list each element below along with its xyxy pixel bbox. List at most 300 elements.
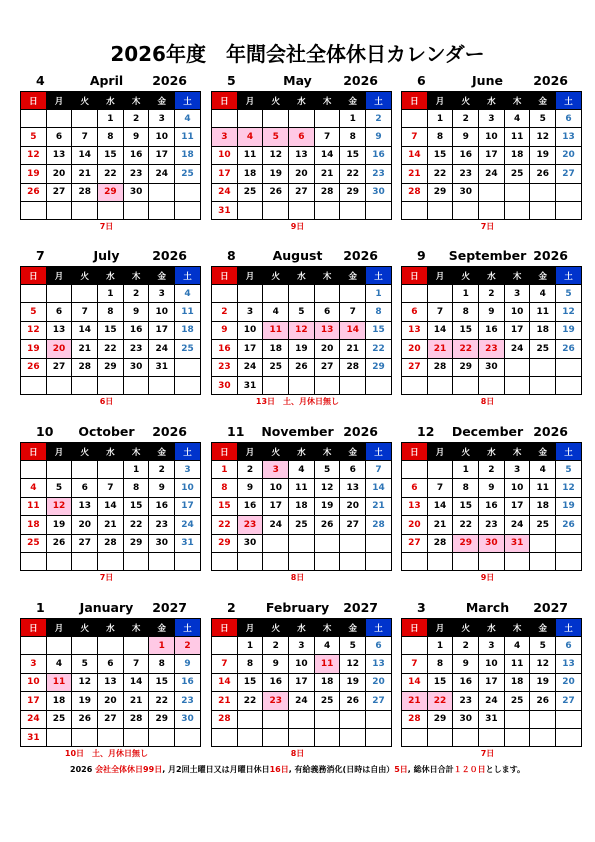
day-cell: 25 — [46, 710, 72, 728]
day-cell: 30 — [453, 183, 479, 201]
day-cell — [556, 358, 582, 376]
day-cell: 1 — [427, 110, 453, 128]
day-cell: 3 — [289, 637, 315, 655]
day-cell: 14 — [314, 146, 340, 164]
weekday-header: 金 — [530, 267, 556, 285]
week-row — [212, 728, 392, 746]
day-cell — [504, 201, 530, 219]
day-cell: 4 — [504, 110, 530, 128]
day-cell: 19 — [556, 321, 582, 339]
weekday-header: 日 — [212, 92, 238, 110]
day-cell: 24 — [212, 183, 238, 201]
month-table — [211, 91, 392, 220]
day-cell: 5 — [289, 303, 315, 321]
day-cell — [46, 461, 72, 479]
day-cell: 6 — [556, 637, 582, 655]
day-cell: 13 — [340, 479, 366, 497]
weekday-header: 金 — [340, 267, 366, 285]
weekday-header: 月 — [237, 267, 263, 285]
day-cell: 28 — [314, 183, 340, 201]
day-cell: 3 — [479, 110, 505, 128]
week-row — [212, 376, 392, 394]
day-cell — [340, 376, 366, 394]
week-row — [402, 285, 582, 303]
week-row — [21, 358, 201, 376]
day-cell: 22 — [212, 516, 238, 534]
day-cell: 26 — [530, 165, 556, 183]
day-cell — [149, 183, 175, 201]
month-table — [20, 618, 201, 747]
weekday-header: 金 — [530, 443, 556, 461]
day-cell: 29 — [427, 710, 453, 728]
month-calendar-november — [211, 424, 384, 585]
day-cell — [98, 376, 124, 394]
month-header — [401, 600, 574, 618]
day-cell: 22 — [98, 340, 124, 358]
day-cell: 1 — [98, 285, 124, 303]
day-cell: 8 — [427, 128, 453, 146]
weekday-header: 月 — [427, 619, 453, 637]
footer-saturday-days: 16日 — [269, 765, 289, 774]
day-cell — [530, 358, 556, 376]
day-cell — [427, 728, 453, 746]
day-cell: 3 — [149, 285, 175, 303]
weekday-header: 月 — [46, 619, 72, 637]
day-cell: 2 — [263, 637, 289, 655]
day-cell: 10 — [175, 479, 201, 497]
page-title: 2026年度 年間会社全体休日カレンダー — [110, 42, 485, 66]
weekday-header: 月 — [237, 92, 263, 110]
month-calendar-august — [211, 248, 384, 409]
weekday-header: 土 — [366, 92, 392, 110]
day-cell: 22 — [123, 516, 149, 534]
footer-year: 2026 — [70, 765, 96, 774]
day-cell: 2 — [175, 637, 201, 655]
day-cell: 26 — [21, 183, 47, 201]
day-cell: 9 — [149, 479, 175, 497]
day-cell: 25 — [504, 165, 530, 183]
weekday-header: 火 — [263, 267, 289, 285]
day-cell: 20 — [340, 497, 366, 515]
day-cell — [21, 461, 47, 479]
day-cell — [21, 552, 47, 570]
day-cell: 19 — [340, 673, 366, 691]
day-cell: 14 — [340, 321, 366, 339]
month-name: August — [272, 248, 323, 263]
day-cell: 27 — [366, 692, 392, 710]
month-number: 10 — [36, 424, 54, 439]
day-cell — [479, 376, 505, 394]
week-row — [212, 340, 392, 358]
day-cell: 3 — [149, 110, 175, 128]
week-row — [402, 497, 582, 515]
day-cell: 27 — [289, 183, 315, 201]
day-cell: 28 — [123, 710, 149, 728]
day-cell: 2 — [479, 461, 505, 479]
day-cell — [530, 710, 556, 728]
month-number: 5 — [227, 73, 236, 88]
month-header — [20, 73, 193, 91]
week-row — [402, 201, 582, 219]
day-cell: 6 — [72, 479, 98, 497]
day-cell: 15 — [427, 146, 453, 164]
weekday-header: 水 — [289, 443, 315, 461]
week-row — [402, 376, 582, 394]
week-row — [402, 303, 582, 321]
day-cell: 30 — [237, 534, 263, 552]
day-cell: 28 — [72, 358, 98, 376]
day-cell: 18 — [504, 146, 530, 164]
weekday-header: 木 — [123, 619, 149, 637]
day-cell — [366, 728, 392, 746]
day-cell: 21 — [366, 497, 392, 515]
month-table — [20, 266, 201, 395]
day-cell: 14 — [427, 321, 453, 339]
day-cell: 11 — [175, 303, 201, 321]
day-cell: 29 — [98, 358, 124, 376]
week-row — [402, 637, 582, 655]
day-cell: 27 — [72, 534, 98, 552]
weekday-header: 金 — [340, 443, 366, 461]
week-row — [212, 128, 392, 146]
month-holiday-count: 7日 — [480, 749, 495, 759]
day-cell: 1 — [212, 461, 238, 479]
day-cell: 20 — [289, 165, 315, 183]
weekday-header: 月 — [46, 267, 72, 285]
day-cell: 13 — [314, 321, 340, 339]
month-year: 2027 — [152, 600, 187, 615]
day-cell — [402, 110, 428, 128]
month-number: 4 — [36, 73, 45, 88]
day-cell: 5 — [263, 128, 289, 146]
month-number: 12 — [417, 424, 435, 439]
day-cell: 8 — [237, 655, 263, 673]
day-cell: 19 — [530, 673, 556, 691]
weekday-header: 火 — [263, 92, 289, 110]
weekday-header: 土 — [366, 619, 392, 637]
day-cell: 11 — [314, 655, 340, 673]
day-cell: 24 — [263, 516, 289, 534]
day-cell: 23 — [453, 692, 479, 710]
month-year: 2026 — [152, 73, 187, 88]
day-cell — [123, 201, 149, 219]
weekday-header: 日 — [212, 619, 238, 637]
day-cell: 25 — [175, 340, 201, 358]
weekday-header: 水 — [289, 619, 315, 637]
day-cell — [556, 552, 582, 570]
month-table — [401, 266, 582, 395]
day-cell: 7 — [366, 461, 392, 479]
day-cell — [175, 728, 201, 746]
day-cell: 12 — [340, 655, 366, 673]
day-cell: 20 — [556, 146, 582, 164]
day-cell: 11 — [530, 479, 556, 497]
day-cell — [427, 201, 453, 219]
week-row — [402, 655, 582, 673]
weekday-header: 火 — [453, 443, 479, 461]
day-cell — [556, 376, 582, 394]
day-cell — [149, 376, 175, 394]
week-row — [212, 165, 392, 183]
week-row — [402, 710, 582, 728]
day-cell: 16 — [175, 673, 201, 691]
day-cell: 4 — [175, 110, 201, 128]
month-table — [20, 91, 201, 220]
month-number: 9 — [417, 248, 426, 263]
weekday-header: 金 — [149, 443, 175, 461]
day-cell: 1 — [453, 285, 479, 303]
weekday-header: 火 — [453, 92, 479, 110]
weekday-header: 木 — [314, 92, 340, 110]
week-row — [21, 321, 201, 339]
week-row — [402, 461, 582, 479]
weekday-header: 金 — [149, 267, 175, 285]
day-cell: 17 — [479, 146, 505, 164]
day-cell: 12 — [46, 497, 72, 515]
day-cell: 21 — [72, 340, 98, 358]
day-cell: 9 — [123, 128, 149, 146]
day-cell: 5 — [556, 285, 582, 303]
day-cell — [314, 534, 340, 552]
day-cell — [237, 285, 263, 303]
day-cell — [479, 183, 505, 201]
day-cell: 30 — [123, 358, 149, 376]
day-cell: 16 — [149, 497, 175, 515]
weekday-header: 土 — [175, 92, 201, 110]
day-cell — [366, 552, 392, 570]
day-cell: 13 — [46, 321, 72, 339]
day-cell: 22 — [427, 692, 453, 710]
day-cell: 19 — [21, 165, 47, 183]
day-cell — [314, 728, 340, 746]
month-name: November — [261, 424, 334, 439]
week-row — [21, 479, 201, 497]
day-cell — [402, 637, 428, 655]
day-cell: 25 — [263, 358, 289, 376]
weekday-header: 火 — [263, 619, 289, 637]
day-cell: 4 — [21, 479, 47, 497]
weekday-header: 金 — [149, 619, 175, 637]
day-cell — [21, 376, 47, 394]
day-cell: 23 — [479, 516, 505, 534]
week-row — [402, 479, 582, 497]
day-cell — [479, 552, 505, 570]
day-cell: 12 — [530, 655, 556, 673]
weekday-header: 日 — [402, 443, 428, 461]
day-cell: 20 — [98, 692, 124, 710]
day-cell — [427, 285, 453, 303]
weekday-header: 金 — [149, 92, 175, 110]
month-name: June — [472, 73, 503, 88]
day-cell — [21, 637, 47, 655]
footer-company-holidays: 会社全体休日99日 — [95, 765, 163, 774]
day-cell: 21 — [427, 516, 453, 534]
week-row — [402, 534, 582, 552]
day-cell: 19 — [21, 340, 47, 358]
day-cell — [402, 728, 428, 746]
day-cell: 16 — [123, 146, 149, 164]
month-number: 2 — [227, 600, 236, 615]
day-cell — [289, 728, 315, 746]
day-cell: 19 — [314, 497, 340, 515]
day-cell: 28 — [402, 710, 428, 728]
day-cell: 31 — [237, 376, 263, 394]
day-cell: 18 — [314, 673, 340, 691]
day-cell: 23 — [212, 358, 238, 376]
day-cell: 14 — [98, 497, 124, 515]
day-cell: 7 — [402, 128, 428, 146]
month-holiday-count: 13日 土、月休日無し — [255, 397, 340, 407]
week-row — [212, 655, 392, 673]
day-cell — [175, 201, 201, 219]
week-row — [402, 128, 582, 146]
day-cell: 22 — [366, 340, 392, 358]
weekday-header: 土 — [556, 92, 582, 110]
day-cell: 22 — [149, 692, 175, 710]
day-cell — [530, 376, 556, 394]
day-cell: 4 — [237, 128, 263, 146]
day-cell: 5 — [530, 637, 556, 655]
day-cell — [340, 285, 366, 303]
day-cell: 11 — [21, 497, 47, 515]
day-cell — [366, 201, 392, 219]
weekday-header: 月 — [427, 92, 453, 110]
day-cell: 10 — [237, 321, 263, 339]
day-cell: 2 — [366, 110, 392, 128]
day-cell — [212, 285, 238, 303]
weekday-header: 土 — [366, 267, 392, 285]
day-cell — [237, 201, 263, 219]
day-cell — [504, 376, 530, 394]
weekday-header: 月 — [237, 619, 263, 637]
day-cell: 13 — [289, 146, 315, 164]
day-cell: 29 — [149, 710, 175, 728]
day-cell: 1 — [366, 285, 392, 303]
day-cell: 25 — [530, 340, 556, 358]
month-holiday-count: 7日 — [99, 573, 114, 583]
week-row — [212, 479, 392, 497]
weekday-header: 金 — [530, 92, 556, 110]
month-name: October — [78, 424, 135, 439]
day-cell: 5 — [21, 303, 47, 321]
day-cell: 31 — [479, 710, 505, 728]
day-cell: 30 — [479, 534, 505, 552]
day-cell: 7 — [314, 128, 340, 146]
day-cell: 10 — [504, 479, 530, 497]
day-cell: 22 — [98, 165, 124, 183]
month-number: 6 — [417, 73, 426, 88]
month-calendar-january — [20, 600, 193, 761]
weekday-header: 月 — [46, 443, 72, 461]
day-cell: 5 — [46, 479, 72, 497]
day-cell: 3 — [479, 637, 505, 655]
week-row — [402, 516, 582, 534]
week-row — [21, 376, 201, 394]
month-header — [401, 424, 574, 442]
day-cell — [72, 637, 98, 655]
day-cell: 13 — [556, 128, 582, 146]
weekday-header: 土 — [556, 443, 582, 461]
day-cell — [123, 637, 149, 655]
day-cell — [72, 461, 98, 479]
day-cell: 21 — [212, 692, 238, 710]
day-cell: 16 — [237, 497, 263, 515]
day-cell — [289, 552, 315, 570]
day-cell: 7 — [402, 655, 428, 673]
weekday-header: 火 — [72, 619, 98, 637]
week-row — [212, 692, 392, 710]
footer-text-4: とします。 — [485, 765, 525, 774]
day-cell: 20 — [314, 340, 340, 358]
month-name: February — [265, 600, 330, 615]
weekday-header: 木 — [504, 267, 530, 285]
month-calendar-february — [211, 600, 384, 761]
day-cell — [556, 201, 582, 219]
day-cell: 11 — [175, 128, 201, 146]
week-row — [402, 340, 582, 358]
week-row — [402, 728, 582, 746]
weekday-header: 水 — [98, 267, 124, 285]
day-cell: 2 — [479, 285, 505, 303]
day-cell: 16 — [479, 497, 505, 515]
day-cell: 15 — [123, 497, 149, 515]
weekday-header: 土 — [175, 443, 201, 461]
week-row — [21, 692, 201, 710]
week-row — [212, 534, 392, 552]
weekday-header: 日 — [21, 619, 47, 637]
day-cell: 16 — [453, 146, 479, 164]
weekday-header: 火 — [72, 443, 98, 461]
day-cell: 23 — [366, 165, 392, 183]
weekday-header: 日 — [402, 619, 428, 637]
month-year: 2026 — [343, 248, 378, 263]
week-row — [402, 165, 582, 183]
day-cell: 22 — [427, 165, 453, 183]
day-cell: 17 — [237, 340, 263, 358]
week-row — [21, 128, 201, 146]
month-number: 11 — [227, 424, 245, 439]
day-cell: 18 — [530, 497, 556, 515]
day-cell: 13 — [556, 655, 582, 673]
week-row — [402, 692, 582, 710]
day-cell — [504, 552, 530, 570]
month-holiday-count: 9日 — [480, 573, 495, 583]
day-cell — [212, 110, 238, 128]
weekday-header: 木 — [504, 92, 530, 110]
day-cell — [314, 201, 340, 219]
day-cell: 26 — [340, 692, 366, 710]
day-cell: 5 — [21, 128, 47, 146]
day-cell: 7 — [72, 128, 98, 146]
day-cell: 27 — [314, 358, 340, 376]
weekday-header: 水 — [479, 443, 505, 461]
month-name: July — [93, 248, 120, 263]
weekday-header: 金 — [340, 92, 366, 110]
day-cell: 29 — [366, 358, 392, 376]
day-cell: 6 — [289, 128, 315, 146]
month-table — [401, 442, 582, 571]
day-cell: 5 — [72, 655, 98, 673]
month-calendar-may — [211, 73, 384, 234]
day-cell: 9 — [263, 655, 289, 673]
day-cell — [237, 728, 263, 746]
day-cell — [402, 201, 428, 219]
day-cell — [427, 461, 453, 479]
day-cell: 28 — [98, 534, 124, 552]
day-cell — [314, 285, 340, 303]
day-cell: 26 — [289, 358, 315, 376]
day-cell — [72, 552, 98, 570]
